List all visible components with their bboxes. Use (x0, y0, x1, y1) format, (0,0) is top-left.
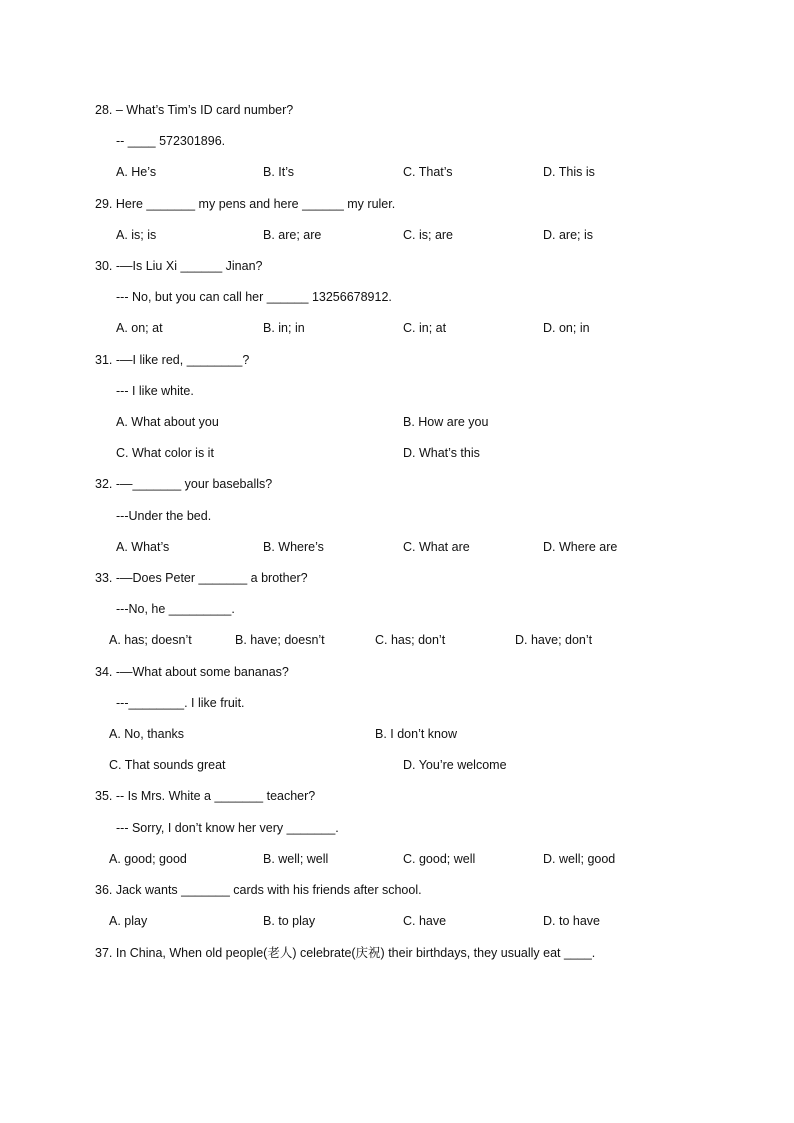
question-35-option-a: A. good; good (109, 852, 187, 866)
question-36-option-d: D. to have (543, 914, 600, 928)
question-34-option-b: B. I don’t know (375, 727, 457, 741)
question-34-answer-line: ---________. I like fruit. (116, 696, 245, 710)
question-32-option-d: D. Where are (543, 540, 618, 554)
question-31-stem: 31. -—I like red, ________? (95, 353, 250, 367)
question-30-stem: 30. -—Is Liu Xi ______ Jinan? (95, 259, 263, 273)
question-31-answer-line: --- I like white. (116, 384, 194, 398)
question-36-option-c: C. have (403, 914, 447, 928)
question-28-answer-line: -- ____ 572301896. (116, 134, 226, 148)
question-28-option-c: C. That’s (403, 165, 453, 179)
question-35-option-c: C. good; well (403, 852, 476, 866)
question-30-option-b: B. in; in (263, 321, 305, 335)
question-28-option-a: A. He’s (116, 165, 157, 179)
question-35-answer-line: --- Sorry, I don’t know her very _______. (116, 821, 339, 835)
question-29-option-d: D. are; is (543, 228, 594, 242)
question-36-stem: 36. Jack wants _______ cards with his friends after school. (95, 883, 422, 897)
question-29-option-b: B. are; are (263, 228, 322, 242)
question-29-stem: 29. Here _______ my pens and here ______ my ruler. (95, 197, 396, 211)
question-35-option-b: B. well; well (263, 852, 329, 866)
question-33-option-b: B. have; doesn’t (235, 633, 325, 647)
question-30-option-d: D. on; in (543, 321, 590, 335)
question-31-option-d: D. What’s this (403, 446, 480, 460)
question-35-stem: 35. -- Is Mrs. White a _______ teacher? (95, 789, 316, 803)
question-30-answer-line: --- No, but you can call her ______ 13256678912. (116, 290, 392, 304)
question-32-option-b: B. Where’s (263, 540, 324, 554)
question-32-stem: 32. -—_______ your baseballs? (95, 477, 273, 491)
question-36-option-a: A. play (109, 914, 148, 928)
question-28-option-b: B. It’s (263, 165, 295, 179)
question-31-option-a: A. What about you (116, 415, 219, 429)
question-36-option-b: B. to play (263, 914, 316, 928)
question-33-stem: 33. -—Does Peter _______ a brother? (95, 571, 308, 585)
question-29-option-a: A. is; is (116, 228, 157, 242)
question-28-stem: 28. – What’s Tim’s ID card number? (95, 103, 294, 117)
question-35-option-d: D. well; good (543, 852, 616, 866)
question-28-option-d: D. This is (543, 165, 595, 179)
question-30-option-c: C. in; at (403, 321, 447, 335)
question-33-option-a: A. has; doesn’t (109, 633, 192, 647)
question-29-option-c: C. is; are (403, 228, 454, 242)
question-32-option-a: A. What’s (116, 540, 170, 554)
question-32-option-c: C. What are (403, 540, 470, 554)
question-34-option-c: C. That sounds great (109, 758, 226, 772)
question-34-option-a: A. No, thanks (109, 727, 185, 741)
question-33-answer-line: ---No, he _________. (116, 602, 235, 616)
question-33-option-c: C. has; don’t (375, 633, 446, 647)
question-34-option-d: D. You’re welcome (403, 758, 507, 772)
question-37-stem: 37. In China, When old people(老人) celebrate(庆祝) their birthdays, they usually eat ____. (95, 946, 596, 960)
question-31-option-b: B. How are you (403, 415, 489, 429)
question-30-option-a: A. on; at (116, 321, 163, 335)
question-31-option-c: C. What color is it (116, 446, 214, 460)
question-32-answer-line: ---Under the bed. (116, 509, 212, 523)
question-34-stem: 34. -—What about some bananas? (95, 665, 289, 679)
question-33-option-d: D. have; don’t (515, 633, 593, 647)
